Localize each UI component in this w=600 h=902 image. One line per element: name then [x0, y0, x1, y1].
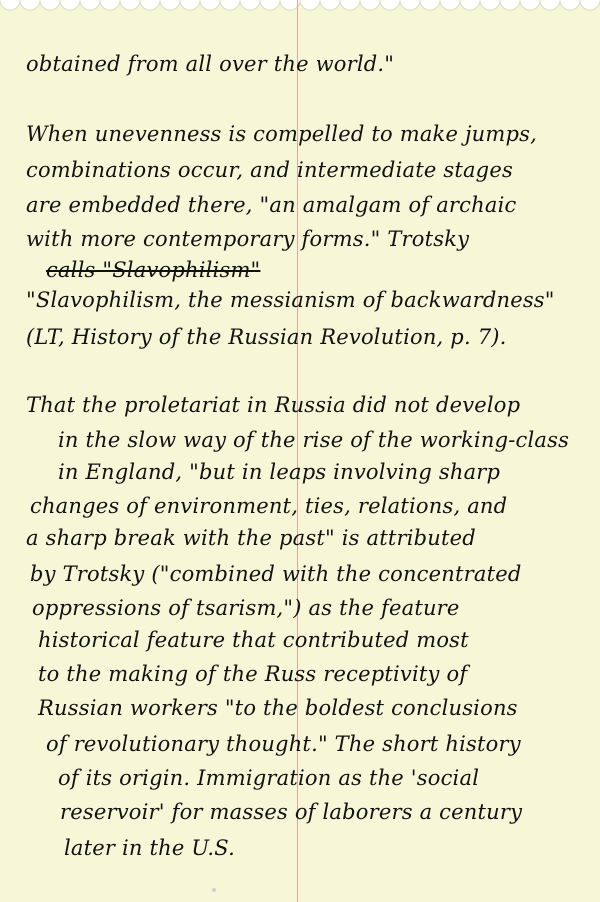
struck-line-6: calls "Slavophilism" — [46, 258, 261, 282]
text-line-7: "Slavophilism, the messianism of backwardness" — [26, 288, 555, 312]
text-line-22: later in the U.S. — [64, 836, 235, 860]
text-line-14: by Trotsky ("combined with the concentrated — [30, 562, 522, 586]
text-line-10: in the slow way of the rise of the working-class — [58, 428, 570, 452]
text-line-18: Russian workers "to the boldest conclusions — [38, 696, 518, 720]
text-line-13: a sharp break with the past" is attributed — [26, 526, 476, 550]
text-line-8: (LT, History of the Russian Revolution, p. 7). — [26, 325, 507, 349]
text-line-16: historical feature that contributed most — [38, 628, 469, 652]
perforated-edge — [0, 0, 600, 22]
text-line-20: of its origin. Immigration as the 'social — [58, 766, 480, 790]
paper-dot — [212, 888, 216, 892]
text-line-21: reservoir' for masses of laborers a century — [60, 800, 523, 824]
text-line-3: combinations occur, and intermediate stages — [26, 158, 513, 182]
text-line-5: with more contemporary forms." Trotsky — [26, 227, 470, 251]
text-line-1: obtained from all over the world." — [26, 52, 395, 76]
text-line-17: to the making of the Russ receptivity of — [38, 662, 468, 686]
text-line-11: in England, "but in leaps involving sharp — [58, 460, 501, 484]
text-line-9: That the proletariat in Russia did not develop — [26, 393, 521, 417]
text-line-19: of revolutionary thought." The short history — [46, 732, 521, 756]
text-line-15: oppressions of tsarism,") as the feature — [32, 596, 460, 620]
text-line-2: When unevenness is compelled to make jumps, — [26, 122, 538, 146]
text-line-12: changes of environment, ties, relations, and — [30, 494, 508, 518]
text-line-4: are embedded there, "an amalgam of archaic — [26, 193, 517, 217]
